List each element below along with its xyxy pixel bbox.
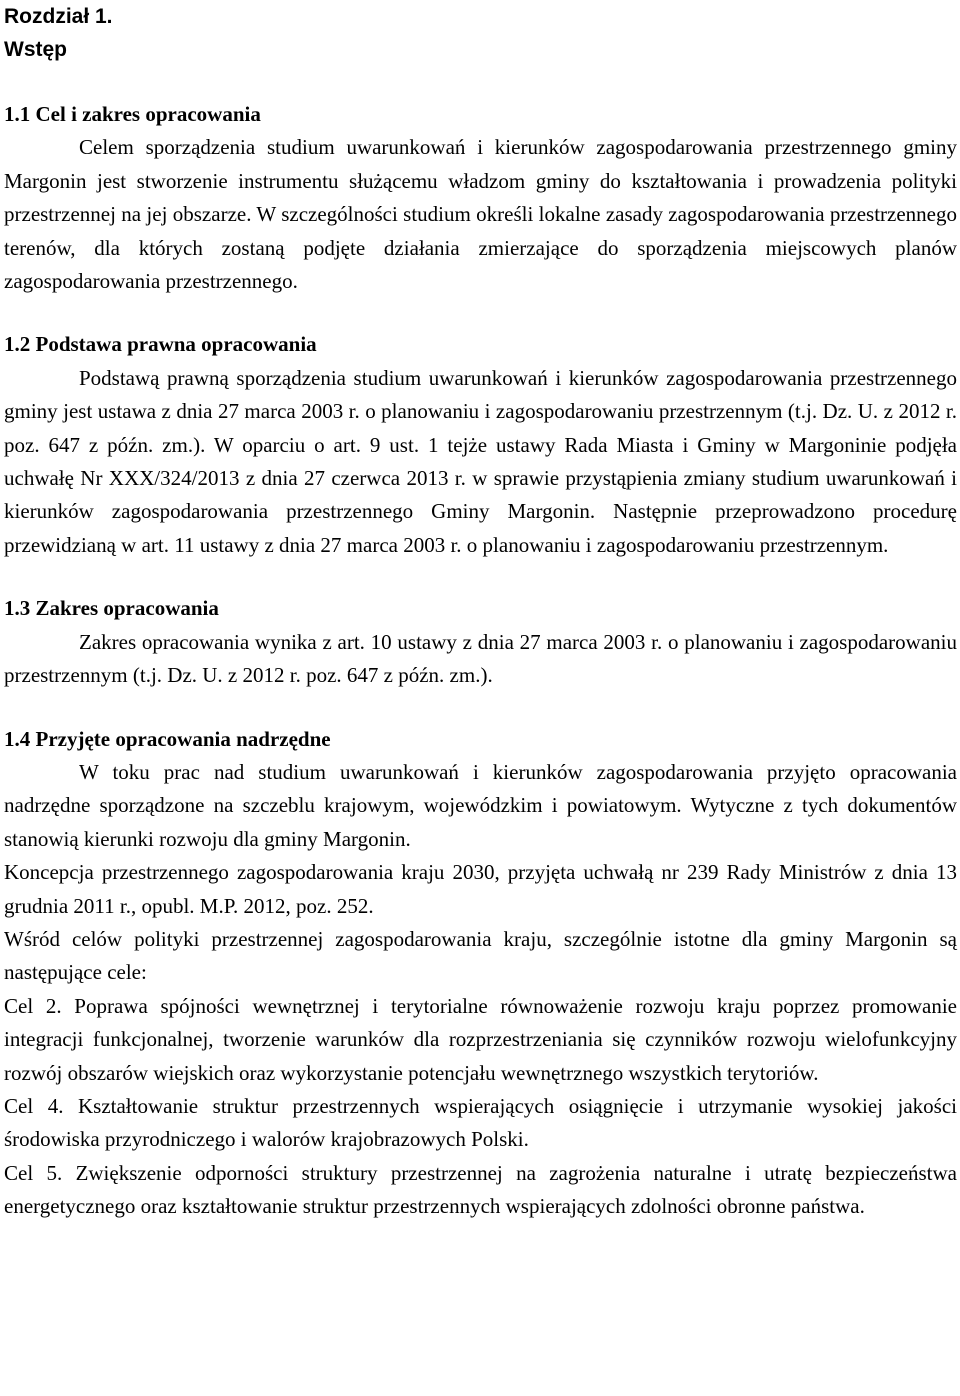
section-paragraph: Zakres opracowania wynika z art. 10 ustawy z dnia 27 marca 2003 r. o planowaniu i zagospodarowaniu przestrzennym (t.j. Dz. U. z 2012 r. poz. 647 z późn. zm.).	[4, 629, 957, 688]
section-heading	[4, 98, 957, 131]
section-1-4	[4, 723, 957, 1224]
paragraph-text: Celem sporządzenia studium uwarunkowań i kierunków zagospodarowania przestrzennego gminy Margonin jest stworzenie instrumentu służącemu władzom gminy do kształtowania i prowadzenia polityki przestrzennej na jej obszarze.	[4, 135, 957, 227]
section-number: 1.4	[4, 726, 31, 751]
paragraph-text-continued: W szczególności studium określi lokalne zasady zagospodarowania przestrzennego terenów, dla których zostaną podjęte działania zmierzające do sporządzenia miejscowych planów zagospodarowania przestrzennego.	[4, 202, 957, 294]
goal-paragraph: Cel 5. Zwiększenie odporności struktury przestrzennej na zagrożenia naturalne i utratę bezpieczeństwa energetycznego oraz kształtowanie struktur przestrzennych wspierających zdolności obronne państwa.	[4, 1160, 957, 1219]
section-heading	[4, 723, 957, 756]
chapter-label: Rozdział 1.	[4, 5, 113, 28]
chapter-title: Wstęp	[4, 38, 67, 61]
section-title: Zakres opracowania	[35, 596, 219, 621]
goal-paragraph: Cel 4. Kształtowanie struktur przestrzennych wspierających osiągnięcie i utrzymanie wysokiej jakości środowiska przyrodniczego i walorów krajobrazowych Polski.	[4, 1093, 957, 1152]
section-title: Podstawa prawna opracowania	[35, 332, 317, 357]
section-paragraph	[4, 131, 957, 298]
section-paragraph: Wśród celów polityki przestrzennej zagospodarowania kraju, szczególnie istotne dla gminy Margonin są następujące cele:	[4, 926, 957, 985]
section-1-1	[4, 98, 957, 298]
section-title: Przyjęte opracowania nadrzędne	[35, 726, 331, 751]
section-paragraph: W toku prac nad studium uwarunkowań i kierunków zagospodarowania przyjęto opracowania nadrzędne sporządzone na szczeblu krajowym, wojewódzkim i powiatowym. Wytyczne z tych dokumentów stanowią kierunki rozwoju dla gminy Margonin.	[4, 759, 957, 851]
section-1-3	[4, 592, 957, 692]
section-number: 1.3	[4, 596, 31, 621]
section-title: Cel i zakres opracowania	[35, 102, 261, 126]
section-paragraph: Podstawą prawną sporządzenia studium uwarunkowań i kierunków zagospodarowania przestrzennego gminy jest ustawa z dnia 27 marca 2003 r. o planowaniu i zagospodarowaniu przestrzennym (t.j. Dz. U. z 2012 r. poz. 647 z późn. zm.). W oparciu o art. 9 ust. 1 tejże ustawy Rada Miasta i Gminy w Margoninie podjęła uchwałę Nr XXX/324/2013 z dnia 27 czerwca 2013 r. w sprawie przystąpienia zmiany studium uwarunkowań i kierunków zagospodarowania przestrzennego Gminy Margonin. Następnie przeprowadzono procedurę przewidzianą w art. 11 ustawy z dnia 27 marca 2003 r. o planowaniu i zagospodarowaniu przestrzennym.	[4, 365, 957, 557]
chapter-header	[4, 0, 957, 66]
section-heading	[4, 592, 957, 625]
section-1-2	[4, 328, 957, 562]
section-number: 1.2	[4, 332, 31, 357]
section-heading	[4, 328, 957, 361]
section-number: 1.1	[4, 102, 31, 126]
section-paragraph: Koncepcja przestrzennego zagospodarowania kraju 2030, przyjęta uchwałą nr 239 Rady Ministrów z dnia 13 grudnia 2011 r., opubl. M.P. 2012, poz. 252.	[4, 860, 957, 918]
goal-paragraph: Cel 2. Poprawa spójności wewnętrznej i terytorialne równoważenie rozwoju kraju poprzez promowanie integracji funkcjonalnej, tworzenie warunków dla rozprzestrzeniania się czynników rozwoju wielofunkcyjny rozwój obszarów wiejskich oraz wykorzystanie potencjału wewnętrznego wszystkich terytoriów.	[4, 993, 957, 1085]
